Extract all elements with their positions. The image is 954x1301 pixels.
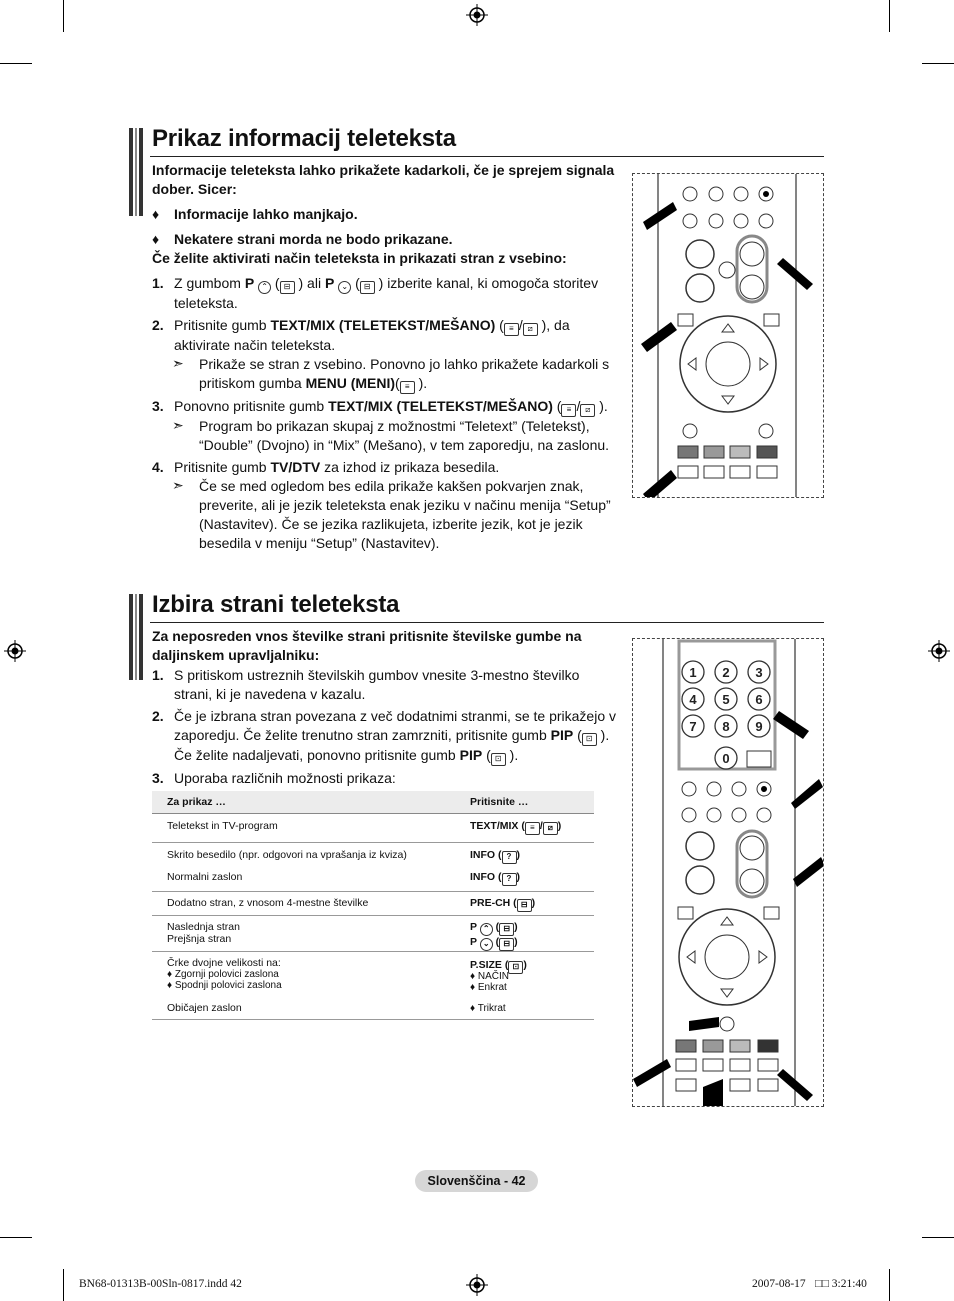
diamond-icon: ♦ — [470, 1003, 476, 1014]
chevron-down-icon: ⌄ — [480, 938, 493, 951]
registration-mark-icon — [4, 640, 26, 662]
crop-mark — [0, 1237, 32, 1238]
file-slug: BN68-01313B-00Sln-0817.indd 42 — [79, 1278, 242, 1290]
table-row: Naslednja stran Prejšnja stran P ⌃ ( ⊟ ) P ⌄ ( ⊟ ) — [152, 916, 594, 952]
mix-icon: ⧄ — [523, 323, 538, 336]
bullet-item: ♦ Informacije lahko manjkajo. — [152, 206, 358, 222]
channel-down-icon: ⊟ — [360, 281, 375, 294]
intro-text: Za neposreden vnos številke strani pritisnite številske gumbe na daljinskem upravljalniku: — [152, 628, 582, 663]
section2-body — [152, 627, 618, 788]
remote-control-icon — [633, 639, 823, 1106]
crop-mark — [63, 0, 64, 32]
remote-illustration-2 — [632, 638, 824, 1107]
psize-icon: ⊡ — [508, 961, 523, 974]
intro-text: Informacije teleteksta lahko prikažete kadarkoli, če je sprejem signala dober. Sicer: — [152, 162, 615, 197]
section1-body — [152, 161, 624, 553]
diamond-icon: ♦ — [167, 980, 173, 991]
page-number: Slovenščina - 42 — [415, 1170, 538, 1192]
crop-mark — [889, 0, 890, 32]
diamond-icon: ♦ — [470, 982, 476, 993]
teletext-icon: ≡ — [525, 822, 540, 835]
info-icon: ? — [502, 851, 517, 864]
digit-label: 0 — [722, 751, 730, 766]
pip-icon: ⊡ — [491, 753, 506, 766]
digit-label: 2 — [722, 665, 730, 680]
step-item: 3. Uporaba različnih možnosti prikaza: — [152, 770, 396, 786]
activate-text: Če želite aktivirati način teleteksta in prikazati stran z vsebino: — [152, 250, 567, 266]
table-row: Dodatno stran, z vnosom 4-mestne številke PRE-CH ( ⊟ ) — [152, 892, 594, 916]
chevron-up-icon: ⌃ — [480, 923, 493, 936]
chevron-up-icon: ⌃ — [258, 281, 271, 294]
pip-icon: ⊡ — [582, 733, 597, 746]
arrow-icon: ➣ — [172, 477, 184, 493]
step-item: 2. Če je izbrana stran povezana z več dodatnimi stranmi, se te prikažejo v zaporedju. Če želite trenutno stran zamrzniti, pritisnite gumb PIP ( ⊡ ). Če želite nadaljevati, ponovno pritisnite gumb PIP ( ⊡ ). — [152, 707, 618, 766]
table-row: Črke dvojne velikosti na: ♦ Zgornji polovici zaslona ♦ Spodnji polovici zaslona Običajen zaslon P.SIZE ( ⊡ ) ♦ NAČIN ♦ Enkrat ♦ Trikrat — [152, 952, 594, 1020]
bullet-item: ♦ Nekatere strani morda ne bodo prikazane. — [152, 231, 453, 247]
crop-mark — [922, 63, 954, 64]
arrow-icon: ➣ — [172, 417, 184, 433]
title-rule — [150, 156, 824, 157]
note-item: ➣ Prikaže se stran z vsebino. Ponovno jo lahko prikažete kadarkoli s pritiskom gumba MENU (MENI)( ≡ ). — [152, 355, 624, 394]
remote-control-icon — [633, 174, 823, 497]
note-item: ➣ Program bo prikazan skupaj z možnostmi “Teletext” (Teletekst), “Double” (Dvojno) in “Mix” (Mešano), v tem zaporedju, na zaslonu. — [172, 417, 610, 453]
note-item: ➣ Če se med ogledom bes edila prikaže kakšen pokvarjen znak, preverite, ali je jezik teleteksta enak jeziku v načinu menija “Setup” (Nastavitev). Če se jezika razlikujeta, izberite jezik, kot je jezik besedila v meniju “Setup” (Nastavitev). — [172, 477, 611, 551]
section-marker — [129, 128, 143, 216]
time-slug: □□ 3:21:40 — [815, 1278, 867, 1290]
remote-illustration-1 — [632, 173, 824, 498]
digit-label: 5 — [722, 692, 730, 707]
diamond-icon: ♦ — [152, 231, 160, 247]
digit-label: 9 — [755, 719, 763, 734]
mix-icon: ⧄ — [543, 822, 558, 835]
digit-label: 8 — [722, 719, 730, 734]
table-header: Za prikaz … Pritisnite … — [152, 791, 594, 814]
channel-down-icon: ⊟ — [499, 938, 514, 951]
crop-mark — [63, 1269, 64, 1301]
digit-label: 4 — [689, 692, 697, 707]
section-marker — [129, 594, 143, 680]
channel-up-icon: ⊟ — [499, 923, 514, 936]
prech-icon: ⊟ — [517, 899, 532, 912]
step-item: 4. Pritisnite gumb TV/DTV za izhod iz prikaza besedila. — [152, 459, 500, 475]
table-row: Skrito besedilo (npr. odgovori na vprašanja iz kviza) INFO ( ? ) — [152, 843, 594, 867]
step-item: 3. Ponovno pritisnite gumb TEXT/MIX (TELETEKST/MEŠANO) ( ≡ / ⧄ ). — [152, 397, 624, 417]
diamond-icon: ♦ — [152, 206, 160, 222]
step-item: 2. Pritisnite gumb TEXT/MIX (TELETEKST/MEŠANO) ( ≡ / ⧄ ), da aktivirate način teleteksta. — [152, 317, 570, 353]
digit-label: 7 — [689, 719, 697, 734]
step-item: 1. Z gumbom P ⌃ ( ⊟ ) ali P ⌄ ( ⊟ ) izberite kanal, ki omogoča storitev teleteksta. — [152, 275, 599, 311]
registration-mark-icon — [466, 4, 488, 26]
digit-label: 6 — [755, 692, 763, 707]
table-row: Teletekst in TV-program TEXT/MIX ( ≡ / ⧄ ) — [152, 814, 594, 843]
diamond-icon: ♦ — [470, 971, 476, 982]
digit-label: 1 — [689, 665, 697, 680]
mix-icon: ⧄ — [580, 404, 595, 417]
section-title: Prikaz informacij teleteksta — [152, 125, 456, 152]
teletext-icon: ≡ — [504, 323, 519, 336]
crop-mark — [0, 63, 32, 64]
section-title: Izbira strani teleteksta — [152, 591, 400, 618]
info-icon: ? — [502, 873, 517, 886]
display-options-table — [152, 791, 594, 1020]
menu-icon: ≡ — [400, 381, 415, 394]
arrow-icon: ➣ — [172, 355, 184, 371]
step-item: 1. S pritiskom ustreznih številskih gumbov vnesite 3-mestno številko strani, ki je navedena v kazalu. — [152, 667, 580, 702]
diamond-icon: ♦ — [167, 969, 173, 980]
registration-mark-icon — [466, 1274, 488, 1296]
chevron-down-icon: ⌄ — [338, 281, 351, 294]
teletext-icon: ≡ — [561, 404, 576, 417]
digit-label: 3 — [755, 665, 763, 680]
title-rule — [150, 622, 824, 623]
crop-mark — [889, 1269, 890, 1301]
date-slug: 2007-08-17 — [752, 1278, 806, 1290]
channel-up-icon: ⊟ — [280, 281, 295, 294]
registration-mark-icon — [928, 640, 950, 662]
table-row: Normalni zaslon INFO ( ? ) — [152, 866, 594, 892]
crop-mark — [922, 1237, 954, 1238]
